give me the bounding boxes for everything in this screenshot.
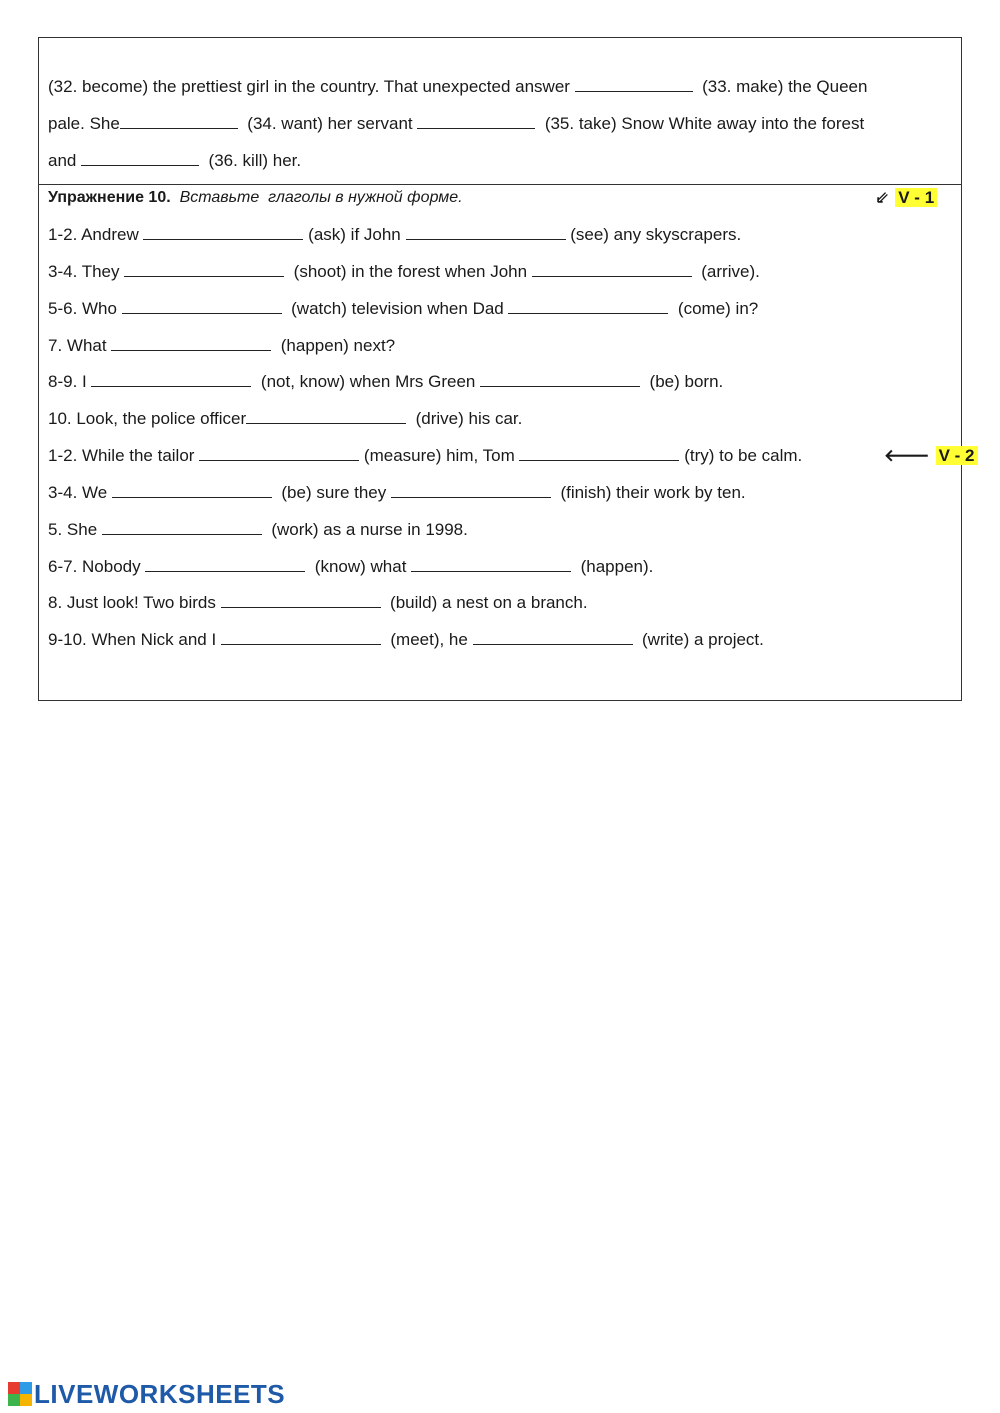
answer-blank[interactable] <box>508 299 668 314</box>
answer-blank[interactable] <box>246 409 406 424</box>
answer-blank[interactable] <box>122 299 282 314</box>
answer-blank[interactable] <box>391 483 551 498</box>
v1-item-3-4: 3-4. They (shoot) in the forest when John (arrive). <box>48 262 760 281</box>
exercise-heading <box>48 188 463 208</box>
answer-blank[interactable] <box>406 225 566 240</box>
answer-blank[interactable] <box>112 483 272 498</box>
answer-blank[interactable] <box>221 593 381 608</box>
v1-item-1-2: 1-2. Andrew (ask) if John (see) any skyscrapers. <box>48 225 742 244</box>
answer-blank-34[interactable] <box>120 114 238 129</box>
v2-item-1-2: 1-2. While the tailor (measure) him, Tom (try) to be calm. <box>48 446 803 465</box>
arrow-down-left-icon: ⇙ <box>875 188 890 207</box>
v2-item-9-10: 9-10. When Nick and I (meet), he (write) a project. <box>48 630 764 649</box>
exercise-title: Упражнение 10. <box>48 189 171 206</box>
variant-2-label: V - 2 <box>936 446 978 465</box>
answer-blank[interactable] <box>91 372 251 387</box>
story-line-3: and (36. kill) her. <box>48 151 302 170</box>
variant-1-tag <box>875 188 937 208</box>
story-line-1: (32. become) the prettiest girl in the country. That unexpected answer (33. make) the Queen <box>48 77 868 96</box>
answer-blank-35[interactable] <box>417 114 535 129</box>
answer-blank[interactable] <box>102 520 262 535</box>
answer-blank[interactable] <box>199 446 359 461</box>
story-line-2: pale. She (34. want) her servant (35. take) Snow White away into the forest <box>48 114 865 133</box>
variant-1-label: V - 1 <box>895 188 937 207</box>
answer-blank[interactable] <box>221 630 381 645</box>
answer-blank[interactable] <box>111 336 271 351</box>
v2-item-6-7: 6-7. Nobody (know) what (happen). <box>48 557 654 576</box>
answer-blank-33[interactable] <box>575 77 693 92</box>
answer-blank[interactable] <box>145 557 305 572</box>
liveworksheets-logo[interactable] <box>8 1380 285 1408</box>
answer-blank[interactable] <box>480 372 640 387</box>
section-divider <box>39 184 961 185</box>
logo-mark-icon <box>8 1382 32 1406</box>
v1-item-8-9: 8-9. I (not, know) when Mrs Green (be) born. <box>48 372 724 391</box>
answer-blank-36[interactable] <box>81 151 199 166</box>
v1-item-5-6: 5-6. Who (watch) television when Dad (come) in? <box>48 299 759 318</box>
v2-item-5: 5. She (work) as a nurse in 1998. <box>48 520 468 539</box>
answer-blank[interactable] <box>124 262 284 277</box>
worksheet-frame <box>38 37 975 701</box>
arrow-left-icon: 🡐 <box>884 446 930 465</box>
answer-blank[interactable] <box>519 446 679 461</box>
v1-item-7: 7. What (happen) next? <box>48 336 396 355</box>
exercise-instruction: Вставьте глаголы в нужной форме. <box>179 189 463 206</box>
v1-item-10: 10. Look, the police officer (drive) his car. <box>48 409 523 428</box>
variant-2-tag <box>884 446 978 466</box>
answer-blank[interactable] <box>411 557 571 572</box>
answer-blank[interactable] <box>473 630 633 645</box>
v2-item-8: 8. Just look! Two birds (build) a nest on a branch. <box>48 593 588 612</box>
logo-text: LIVEWORKSHEETS <box>34 1378 286 1409</box>
answer-blank[interactable] <box>143 225 303 240</box>
answer-blank[interactable] <box>532 262 692 277</box>
v2-item-3-4: 3-4. We (be) sure they (finish) their work by ten. <box>48 483 746 502</box>
